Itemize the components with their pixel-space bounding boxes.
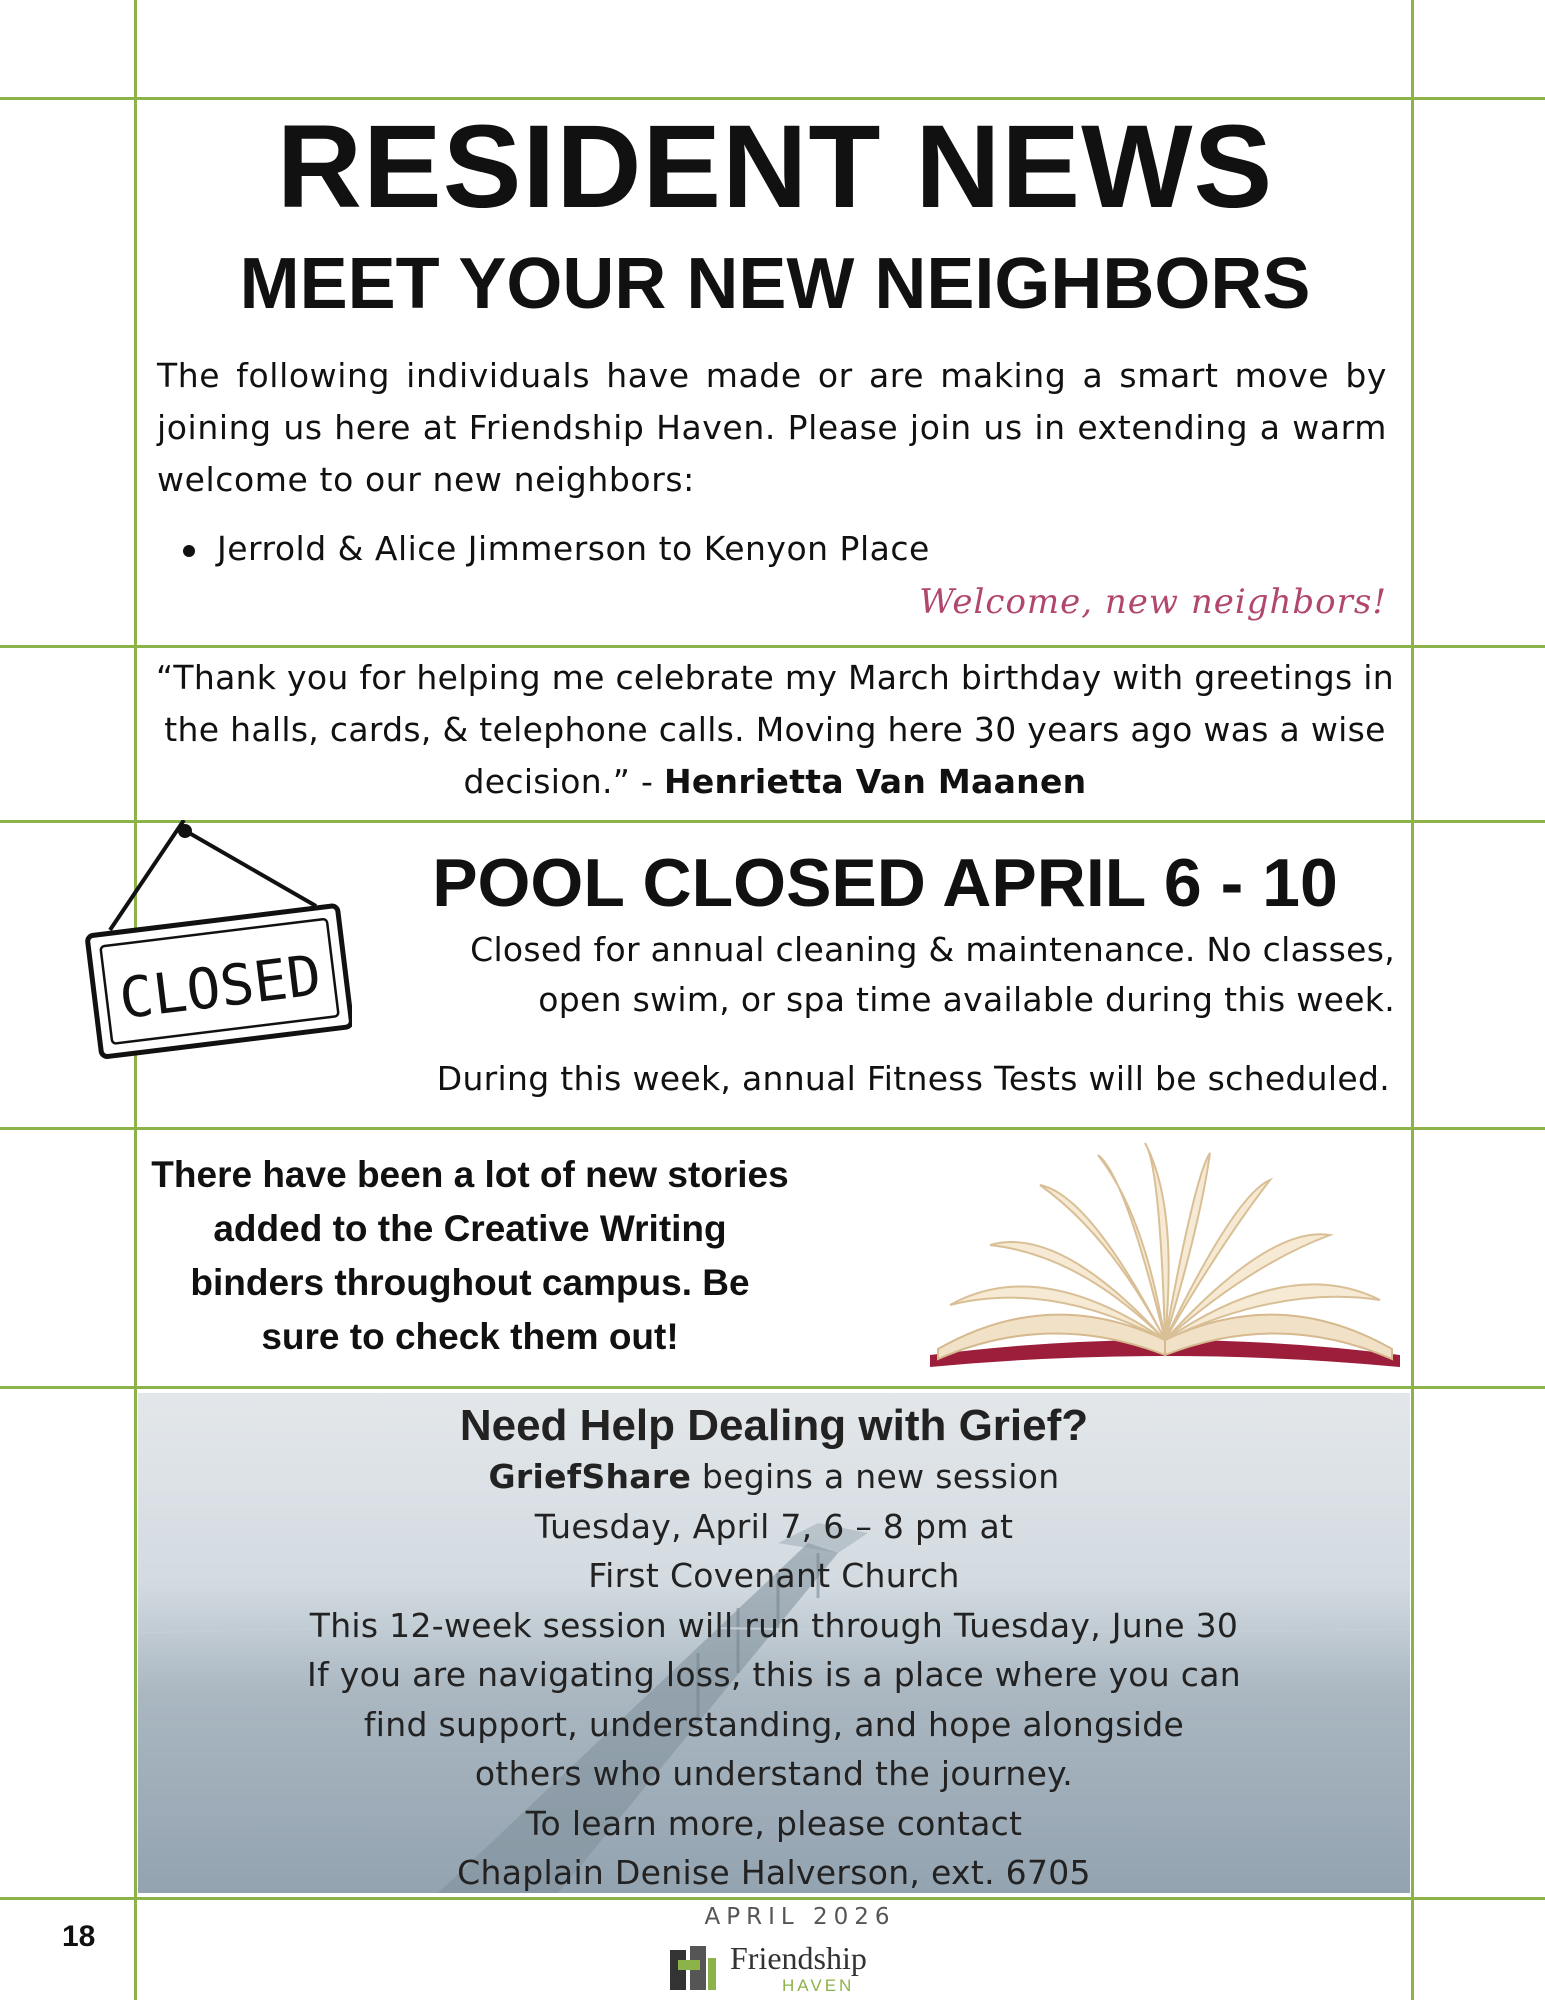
grief-line: find support, understanding, and hope alongside xyxy=(363,1704,1185,1744)
grid-line-top xyxy=(0,97,1545,100)
grief-lead-line xyxy=(138,1452,1410,1502)
open-book-icon xyxy=(920,1135,1410,1380)
grief-line: To learn more, please contact xyxy=(525,1803,1023,1843)
neighbors-intro: The following individuals have made or are making a smart move by joining us here at Friendship Haven. Please join us in extending a warm welcome to our new neighbors: xyxy=(157,356,1387,499)
grid-line-neighbors-bottom xyxy=(0,645,1545,648)
page-number: 18 xyxy=(62,1920,96,1953)
creative-writing-notice: There have been a lot of new stories added to the Creative Writing binders throughout campus. Be sure to check them out! xyxy=(151,1154,789,1357)
issue-date: APRIL 2026 xyxy=(704,1904,896,1930)
welcome-script-text: Welcome, new neighbors! xyxy=(919,582,1387,622)
grief-line: Tuesday, April 7, 6 – 8 pm at xyxy=(534,1506,1014,1546)
quote-text: “Thank you for helping me celebrate my March birthday with greetings in the halls, cards, & telephone calls. Moving here 30 years ago was a wise decision.” - xyxy=(156,658,1394,801)
pool-line-1: Closed for annual cleaning & maintenance. No classes, xyxy=(470,930,1395,969)
grief-line: others who understand the journey. xyxy=(474,1754,1074,1793)
list-item xyxy=(183,525,1283,573)
pool-line-2: open swim, or spa time available during this week. xyxy=(538,980,1395,1019)
section-title-neighbors: MEET YOUR NEW NEIGHBORS xyxy=(239,244,1311,324)
birthday-quote xyxy=(150,652,1400,808)
grief-details xyxy=(138,1452,1410,1898)
sign-label: CLOSED xyxy=(115,943,325,1033)
neighbor-entry: Jerrold & Alice Jimmerson to Kenyon Place xyxy=(217,529,930,568)
section-title-pool: POOL CLOSED APRIL 6 - 10 xyxy=(432,845,1338,921)
grid-line-stories-bottom xyxy=(0,1386,1545,1389)
page-title: RESIDENT NEWS xyxy=(276,101,1274,233)
logo-subname: HAVEN xyxy=(782,1976,855,1995)
grief-line: If you are navigating loss, this is a place where you can xyxy=(307,1655,1241,1694)
grief-lead-rest: begins a new session xyxy=(691,1457,1060,1496)
grid-line-pool-bottom xyxy=(0,1127,1545,1130)
grief-line: This 12-week session will run through Tuesday, June 30 xyxy=(309,1605,1239,1645)
pool-fitness-note: During this week, annual Fitness Tests will be scheduled. xyxy=(436,1059,1390,1098)
section-title-grief: Need Help Dealing with Grief? xyxy=(459,1401,1089,1450)
griefshare-name: GriefShare xyxy=(488,1457,692,1496)
quote-author: Henrietta Van Maanen xyxy=(663,762,1087,801)
bullet-icon xyxy=(183,545,195,557)
friendship-haven-logo xyxy=(668,1940,888,1996)
pool-details xyxy=(330,925,1395,1025)
grief-line: First Covenant Church xyxy=(588,1556,960,1595)
logo-name: Friendship xyxy=(730,1940,867,1976)
grid-line-right xyxy=(1411,0,1414,2000)
logo-mark-icon xyxy=(668,1944,718,1992)
grief-line: Chaplain Denise Halverson, ext. 6705 xyxy=(457,1853,1091,1892)
